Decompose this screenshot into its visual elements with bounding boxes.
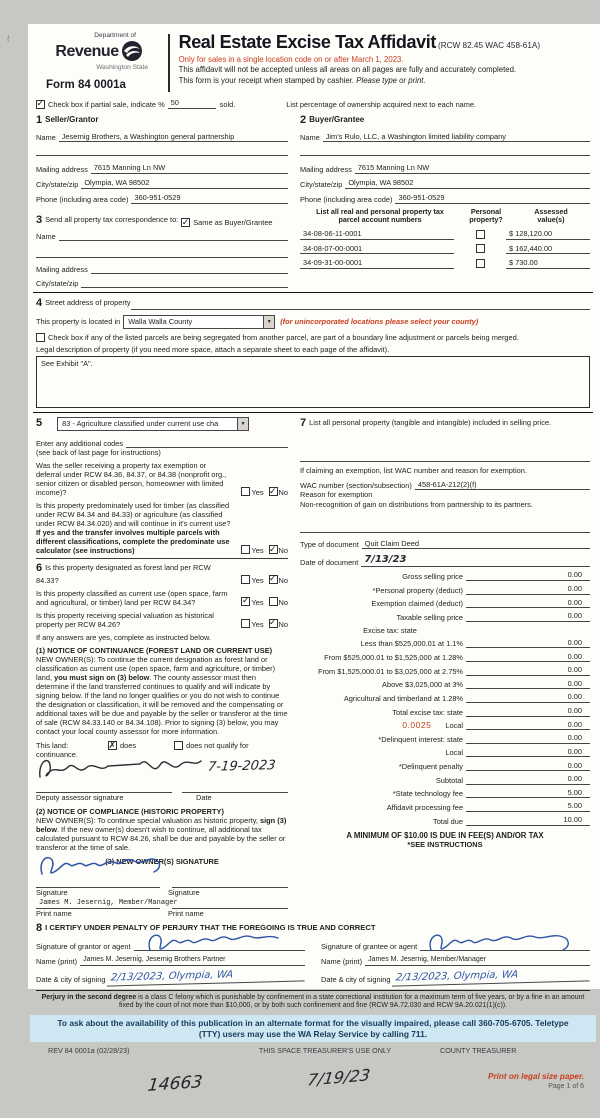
minimum-due-note: A MINIMUM OF $10.00 IS DUE IN FEE(S) AND/OR TAX [346,830,544,840]
footer-divider [36,990,590,991]
notice-continuance-body: NEW OWNER(S): To continue the current designation as forest land or classification as current use (open space, farm and agriculture, or timber) land, you must sign on (3) below. The county assessor must then determine if the land transferred continues to qualify and will indicate by signing below. If the land no longer qualifies or you do not wish to continue the designation or classification, it will be removed and the compensating or additional taxes will be due and payable by the seller or transferor at the time of sale (RCW 84.33.140 or 84.34.108). Prior to signing (3) below, you may contact your local county assessor for more information. [36,655,288,737]
section3-heading: 3 Send all property tax correspondence to: [36,213,179,226]
grantor-signature-label: Signature of grantor or agent [36,942,131,952]
street-address-field[interactable] [131,301,590,311]
date-of-document-label: Date of document [300,558,359,568]
exemption-claimed-label: Exemption claimed (deduct) [371,599,463,609]
same-as-buyer-checkbox[interactable] [181,218,190,227]
grantor-name-print-label: Name (print) [36,956,78,966]
buyer-phone-label: Phone (including area code) [300,194,393,204]
treasurer-stamp-area [36,1056,590,1118]
grantor-signature-field[interactable] [134,942,306,952]
same-as-buyer-label: Same as Buyer/Grantee [193,218,273,228]
tier1-value[interactable]: 0.00 [466,638,590,649]
exemption-deferral-answer: Yes ✓ No [236,487,288,497]
segregated-checkbox[interactable] [36,333,45,342]
seller-city-label: City/state/zip [36,179,79,189]
notice-compliance-title: (2) NOTICE OF COMPLIANCE (HISTORIC PROPERTY) [36,806,224,816]
receipt-notice: This form is your receipt when stamped by cashier. Please type or print. [178,75,426,85]
single-location-notice: Only for sales in a single location code on or after March 1, 2023. [178,54,404,64]
subsection-divider [36,558,288,559]
excise-tax-state-heading: Excise tax: state [363,625,417,635]
seller-mailing-field[interactable]: 7615 Manning Ln NW [91,163,288,174]
section-divider [33,412,593,413]
affidavit-page [28,24,600,1096]
no-checkbox[interactable] [269,545,278,554]
revenue-logo-icon [121,40,143,64]
does-qualify-checkbox[interactable] [108,741,117,750]
corr-city-field[interactable] [81,279,288,289]
tier4-label: Above $3,025,000 at 3% [382,680,463,690]
corr-city-label: City/state/zip [36,279,79,289]
section4-heading: 4 Street address of property [36,297,131,310]
taxable-selling-price-label: Taxable selling price [396,612,463,622]
total-due-value[interactable]: 10.00 [466,815,590,826]
additional-codes-field[interactable] [126,439,288,449]
subtotal-label: Subtotal [435,775,463,785]
reason-exemption-label: Reason for exemption [300,490,373,500]
grantee-date-city-field[interactable]: 2/13/2023, Olympia, WA [392,968,591,987]
corr-mailing-field[interactable] [91,265,288,275]
county-treasurer-label: COUNTY TREASURER [440,1046,517,1056]
personal-property-checkbox[interactable] [476,244,485,253]
perjury-statement: Perjury in the second degree is a class C felony which is punishable by confinement in a state correctional institution for a maximum term of five years, or by a fine in an amount fixed by the court of not more than $10,000, or by both such confinement and fine (RCW 9A.72.030 and RCW 9A.20.021(1)(c)). [41,993,585,1010]
state-technology-fee-value[interactable]: 5.00 [466,788,590,799]
delinquent-penalty-label: *Delinquent penalty [398,762,463,772]
stamp-date-handwritten: 7/19/23 [306,1065,372,1090]
seller-name-label: Name [36,133,56,143]
dept-of-label: Department of [94,32,136,39]
grantor-date-city-field[interactable]: 2/13/2023, Olympia, WA [107,968,306,987]
form-title-rcw: (RCW 82.45 WAC 458-61A) [437,41,541,50]
buyer-name-label: Name [300,133,320,143]
no-checkbox[interactable] [269,619,278,628]
yes-checkbox[interactable] [241,619,250,628]
tier3-label: From $1,525,000.01 to $3,025,000 at 2.75% [317,666,463,676]
partial-sale-checkbox[interactable] [36,100,45,109]
seller-city-field[interactable]: Olympia, WA 98502 [81,178,288,189]
yes-checkbox[interactable] [241,487,250,496]
historical-property-question: Is this property receiving special valuation as historical property per RCW 84.26? [36,610,214,629]
no-checkbox[interactable] [269,487,278,496]
agricultural-timberland-label: Agricultural and timberland at 1.28% [343,693,463,703]
yes-checkbox[interactable] [241,575,250,584]
agency-block [36,32,162,92]
delinquent-interest-state-label: *Delinquent interest: state [378,734,463,744]
grantee-name-print-label: Name (print) [321,956,363,966]
personal-property-deduct-value[interactable]: 0.00 [466,584,590,595]
forest-land-answer: Yes ✓ No [236,575,288,585]
total-excise-state-label: Total excise tax: state [392,707,463,717]
new-owner-signature-area [36,866,288,878]
header-divider [168,34,170,92]
form-header [36,32,590,92]
date-of-document-field[interactable]: 7/13/23 [361,554,590,568]
affidavit-processing-fee-label: Affidavit processing fee [386,802,463,812]
grantee-signature-area [321,942,590,952]
parcel-row [300,244,590,255]
notice-continuance-title: (1) NOTICE OF CONTINUANCE (FOREST LAND OR CURRENT USE) [36,646,273,656]
buyer-name-field[interactable]: Jim's Rulo, LLC, a Washington limited liability company [323,132,590,143]
signature-label: Signature [36,887,68,897]
stamp-number-handwritten: 14663 [146,1072,204,1096]
tier3-value[interactable]: 0.00 [466,665,590,676]
predominate-use-answer: Yes ✓ No [236,545,288,555]
scan-pen-mark: ⌇ [5,33,12,45]
section8-heading: 8 I CERTIFY UNDER PENALTY OF PERJURY THAT THE FOREGOING IS TRUE AND CORRECT [36,921,376,934]
buyer-phone-field[interactable]: 360-951-0529 [395,193,590,204]
grantee-date-city-label: Date & city of signing [321,974,391,984]
section2-heading: 2 Buyer/Grantee [300,113,365,126]
parcel-number-field[interactable]: 34-08-07-00-0001 [300,244,454,255]
located-in-label: This property is located in [36,317,121,327]
grantee-signature-field[interactable] [420,942,590,952]
parcel-row [300,258,590,269]
section7-heading: 7 List all personal property (tangible and intangible) included in selling price. [300,417,552,430]
corr-name-label: Name [36,232,56,242]
delinquent-interest-local-label: Local [445,748,463,758]
assessor-date-handwritten: 7-19-2023 [207,758,277,776]
date-label: Date [196,792,212,802]
local-label: Local [445,720,463,730]
new-owner-signature-title: (3) NEW OWNER(S) SIGNATURE [105,857,219,867]
delinquent-interest-local-value[interactable]: 0.00 [466,747,590,758]
state-technology-fee-label: *State technology fee [392,789,463,799]
form-title: Real Estate Excise Tax Affidavit [178,32,436,52]
assessed-value-field[interactable]: $ 730.00 [506,258,590,269]
land-use-code-select[interactable]: 83 - Agriculture classified under current use cha ▼ [57,417,249,431]
this-land-label: This land: [36,741,69,751]
washington-state-label: Washington State [96,64,148,72]
signature-label: Signature [168,887,200,897]
parcel-row [300,229,590,240]
parcel-table-header: List all real and personal property tax parcel account numbers Personal property? Assessed value(s) [316,206,568,225]
chevron-down-icon[interactable] [263,316,274,328]
ownership-note: List percentage of ownership acquired next to each name. [286,99,477,109]
accessibility-band: To ask about the availability of this publication in an alternate format for the visually impaired, please call 360-705-6705. Teletype (TTY) users may use the WA Relay Service by calling 711. [30,1015,596,1042]
parcel-number-field[interactable]: 34-09-31-00-0001 [300,258,454,269]
acceptance-notice: This affidavit will not be accepted unless all areas on all pages are fully and accurately completed. [178,65,517,75]
section-divider [33,292,593,293]
subtotal-value[interactable]: 0.00 [466,774,590,785]
exemption-claimed-value[interactable]: 0.00 [466,598,590,609]
seller-name-field[interactable]: Jesernig Brothers, a Washington general partnership [59,132,288,143]
page-number: Page 1 of 6 [548,1082,584,1090]
segregated-label: Check box if any of the listed parcels are being segregated from another parcel, are part of a boundary line adjustment or parcels being merged. [48,333,519,343]
historical-property-answer: Yes ✓ No [236,619,288,629]
total-excise-state-value[interactable]: 0.00 [466,706,590,717]
partial-sale-percent-field[interactable]: 50 [168,98,216,109]
affidavit-processing-fee-value[interactable]: 5.00 [466,801,590,812]
gross-selling-price-value[interactable]: 0.00 [466,570,590,581]
assessed-value-field[interactable]: $ 128,120.00 [506,229,590,240]
buyer-city-field[interactable]: Olympia, WA 98502 [345,178,590,189]
buyer-mailing-label: Mailing address [300,164,352,174]
grantor-date-city-label: Date & city of signing [36,974,106,984]
if-any-note: If any answers are yes, complete as instructed below. [36,633,211,643]
see-back-note: (see back of last page for instructions) [36,448,161,458]
parcel-number-field[interactable]: 34-08-06-11-0001 [300,229,454,240]
wac-number-field[interactable]: 458-61A-212(2)(f) [415,480,590,491]
does-not-qualify-checkbox[interactable] [174,741,183,750]
deputy-assessor-signature-area [36,759,288,783]
forest-land-question: 6 Is this property designated as forest land per RCW 84.33? [36,562,211,585]
reason-exemption-value[interactable]: Non-recognition of gain on distributions from partnership to its partners. [300,500,533,510]
legal-description-box[interactable]: See Exhibit "A". [36,356,590,408]
does-label: does [120,741,137,751]
sold-label: sold. [219,99,236,109]
exemption-note: If claiming an exemption, list WAC number and reason for exemption. [300,465,527,475]
exemption-deferral-question: Was the seller receiving a property tax exemption or deferral under RCW 84.36, 84.37, or 84.38 (nonprofit org., senior citizen or disabled person, homeowner with limited income)? [36,461,227,498]
taxable-selling-price-value[interactable]: 0.00 [466,611,590,622]
continuance-label: continuance. [36,750,78,760]
notice-compliance-body: NEW OWNER(S): To continue special valuation as historic property, sign (3) below. If the new owner(s) doesn't wish to continue, all additional tax calculated pursuant to RCW 84.26, shall be due and payable by the seller or transferor at the time of sale. [36,815,287,853]
predominate-use-question: Is this property predominately used for timber (as classified under RCW 84.34 and 84.33) or agriculture (as classified under RCW 84.34.020) and will continue in it's current use? If yes and the transfer involves multiple parcels with different classifications, complete the predominate use calculator (see instructions) [36,501,231,556]
seller-phone-label: Phone (including area code) [36,194,129,204]
personal-property-list-field[interactable] [300,452,590,462]
yes-checkbox[interactable] [241,597,250,606]
does-not-label: does not qualify for [186,741,249,751]
legal-description-label: Legal description of property (if you need more space, attach a separate sheet to each page of the affidavit). [36,345,390,355]
type-of-document-field[interactable]: Quit Claim Deed [362,539,590,550]
additional-codes-label: Enter any additional codes [36,439,124,449]
type-of-document-label: Type of document [300,540,359,550]
rev-form-id: REV 84 0001a (02/28/23) [48,1046,130,1056]
local-rate: 0.0025 [402,719,432,730]
grantor-name-field[interactable]: James M. Jesernig, Jesernig Brothers Partner [80,956,305,966]
grantor-signature-area [36,942,305,952]
corr-name2-field[interactable] [36,248,288,258]
gross-selling-price-label: Gross selling price [402,571,463,581]
no-checkbox[interactable] [269,597,278,606]
section5-number: 5 [36,417,43,430]
agricultural-timberland-value[interactable]: 0.00 [466,692,590,703]
print-note [488,1072,584,1092]
legal-size-note: Print on legal size paper. [487,1071,584,1081]
print-name-label: Print name [36,908,72,918]
tier2-label: From $525,000.01 to $1,525,000 at 1.28% [324,653,463,663]
print-name-label: Print name [168,908,204,918]
seller-mailing-label: Mailing address [36,164,88,174]
corr-mailing-label: Mailing address [36,265,88,275]
assessed-value-field[interactable]: $ 162,440.00 [506,244,590,255]
no-checkbox[interactable] [269,575,278,584]
partial-sale-label: Check box if partial sale, indicate % [48,99,165,109]
deputy-assessor-label: Deputy assessor signature [36,792,124,802]
personal-property-deduct-label: *Personal property (deduct) [372,585,463,595]
revenue-wordmark: Revenue [55,43,119,61]
tier1-label: Less than $525,000.01 at 1.1% [360,639,463,649]
delinquent-interest-state-value[interactable]: 0.00 [466,733,590,744]
local-rate-row [300,720,466,730]
seller-name2-field[interactable] [36,147,288,157]
yes-checkbox[interactable] [241,545,250,554]
buyer-name2-field[interactable] [300,147,590,157]
buyer-city-label: City/state/zip [300,179,343,189]
seller-phone-field[interactable]: 360-951-0529 [131,193,288,204]
tier2-value[interactable]: 0.00 [466,652,590,663]
section1-heading: 1 Seller/Grantor [36,113,99,126]
county-note: (for unincorporated locations please select your county) [280,317,479,327]
see-instructions-note: *SEE INSTRUCTIONS [407,840,483,850]
local-value[interactable]: 0.00 [466,720,590,731]
corr-name-field[interactable] [59,232,288,242]
delinquent-penalty-value[interactable]: 0.00 [466,761,590,772]
total-due-label: Total due [433,816,463,826]
grantee-signature-label: Signature of grantee or agent [321,942,418,952]
form-number: Form 84 0001a [46,79,126,92]
county-select[interactable]: Walla Walla County ▼ [123,315,275,329]
wac-number-label: WAC number (section/subsection) [300,481,412,491]
personal-property-checkbox[interactable] [476,230,485,239]
tier4-value[interactable]: 0.00 [466,679,590,690]
grantee-name-field[interactable]: James M. Jesernig, Member/Manager [365,956,590,966]
buyer-mailing-field[interactable]: 7615 Manning Ln NW [355,163,590,174]
personal-property-checkbox[interactable] [476,259,485,268]
owner-print-name-field[interactable]: James M. Jesernig, Member/Manager [36,899,160,909]
current-use-answer: ✓ Yes No [236,597,288,607]
chevron-down-icon[interactable] [237,418,248,430]
treasurer-use-label: THIS SPACE TREASURER'S USE ONLY [258,1046,392,1056]
current-use-question: Is this property classified as current use (open space, farm and agricultural, or timber) land per RCW 84.34? [36,588,228,607]
